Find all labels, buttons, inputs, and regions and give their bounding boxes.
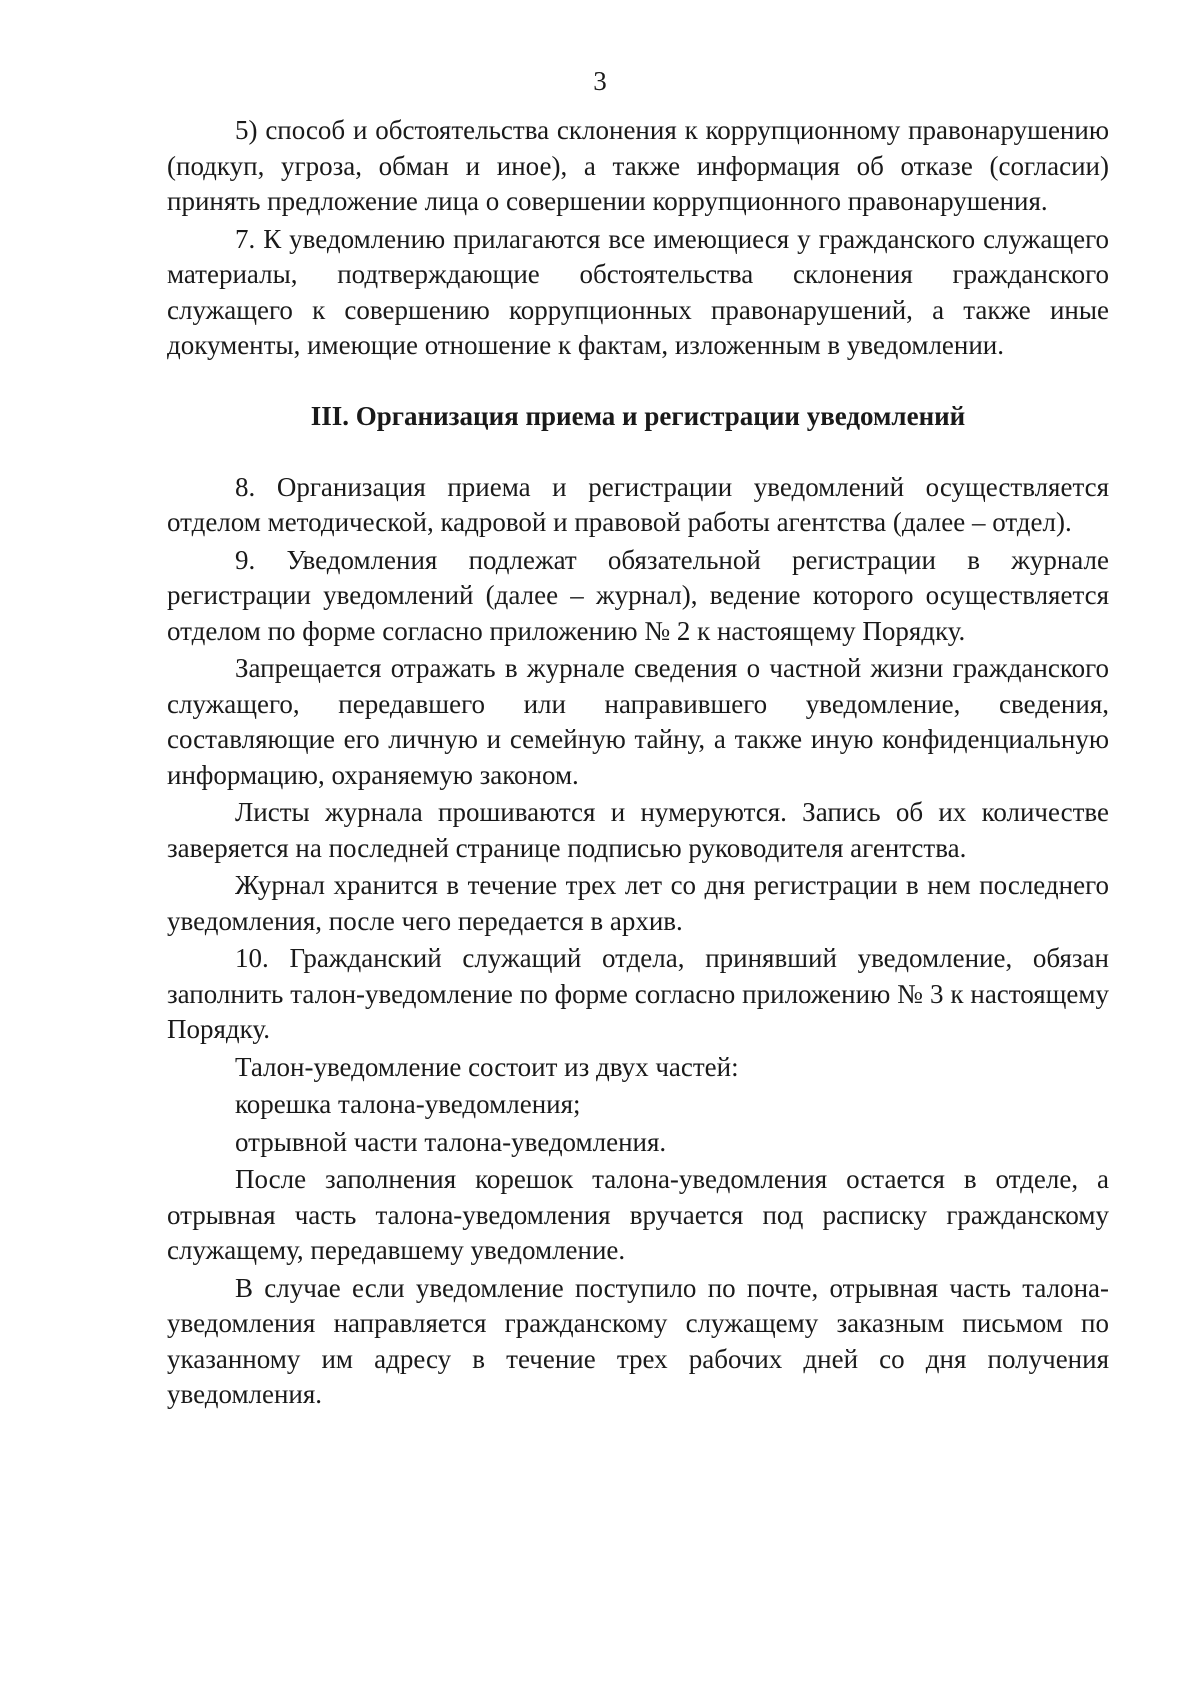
paragraph-item-8: 8. Организация приема и регистрации уведомлений осуществляется отделом методической, кадровой и правовой работы агентства (далее – отдел).: [167, 471, 1109, 537]
paragraph-prohibition: Запрещается отражать в журнале сведения о частной жизни гражданского служащего, передавшего или направившего уведомление, сведения, составляющие его личную и семейную тайну, а также иную конфиденциальную информацию, охраняемую законом.: [167, 653, 1109, 790]
paragraph-item-7: 7. К уведомлению прилагаются все имеющиеся у гражданского служащего материалы, подтверждающие обстоятельства склонения гражданского служащего к совершению коррупционных правонарушений, а также иные документы, имеющие отношение к фактам, изложенным в уведомлении.: [167, 223, 1109, 360]
page-number: 3: [593, 66, 607, 96]
paragraph-item-10: 10. Гражданский служащий отдела, принявший уведомление, обязан заполнить талон-уведомление по форме согласно приложению № 3 к настоящему Порядку.: [167, 943, 1109, 1044]
section-heading: III. Организация приема и регистрации уведомлений: [310, 400, 966, 431]
paragraph-after-filling: После заполнения корешок талона-уведомления остается в отделе, а отрывная часть талона-уведомления вручается под расписку гражданскому служащему, передавшему уведомление.: [167, 1164, 1109, 1265]
paragraph-item-5: 5) способ и обстоятельства склонения к коррупционному правонарушению (подкуп, угроза, обман и иное), а также информация об отказе (согласии) принять предложение лица о совершении коррупционного правонарушения.: [167, 115, 1109, 216]
paragraph-item-9: 9. Уведомления подлежат обязательной регистрации в журнале регистрации уведомлений (далее – журнал), ведение которого осуществляется отделом по форме согласно приложению № 2 к настоящему Порядку.: [167, 544, 1109, 646]
paragraph-talon-parts: Талон-уведомление состоит из двух частей:: [235, 1051, 739, 1082]
paragraph-postal-case: В случае если уведомление поступило по почте, отрывная часть талона-уведомления направляется гражданскому служащему заказным письмом по указанному им адресу в течение трех рабочих дней со дня получения уведомления.: [167, 1272, 1109, 1409]
paragraph-talon-tearoff: отрывной части талона-уведомления.: [235, 1126, 667, 1157]
paragraph-talon-stub: корешка талона-уведомления;: [235, 1089, 581, 1119]
paragraph-journal-sheets: Листы журнала прошиваются и нумеруются. Запись об их количестве заверяется на последней странице подписью руководителя агентства.: [167, 797, 1109, 863]
paragraph-journal-storage: Журнал хранится в течение трех лет со дня регистрации в нем последнего уведомления, после чего передается в архив.: [167, 870, 1109, 936]
document-body: [167, 113, 1109, 1413]
